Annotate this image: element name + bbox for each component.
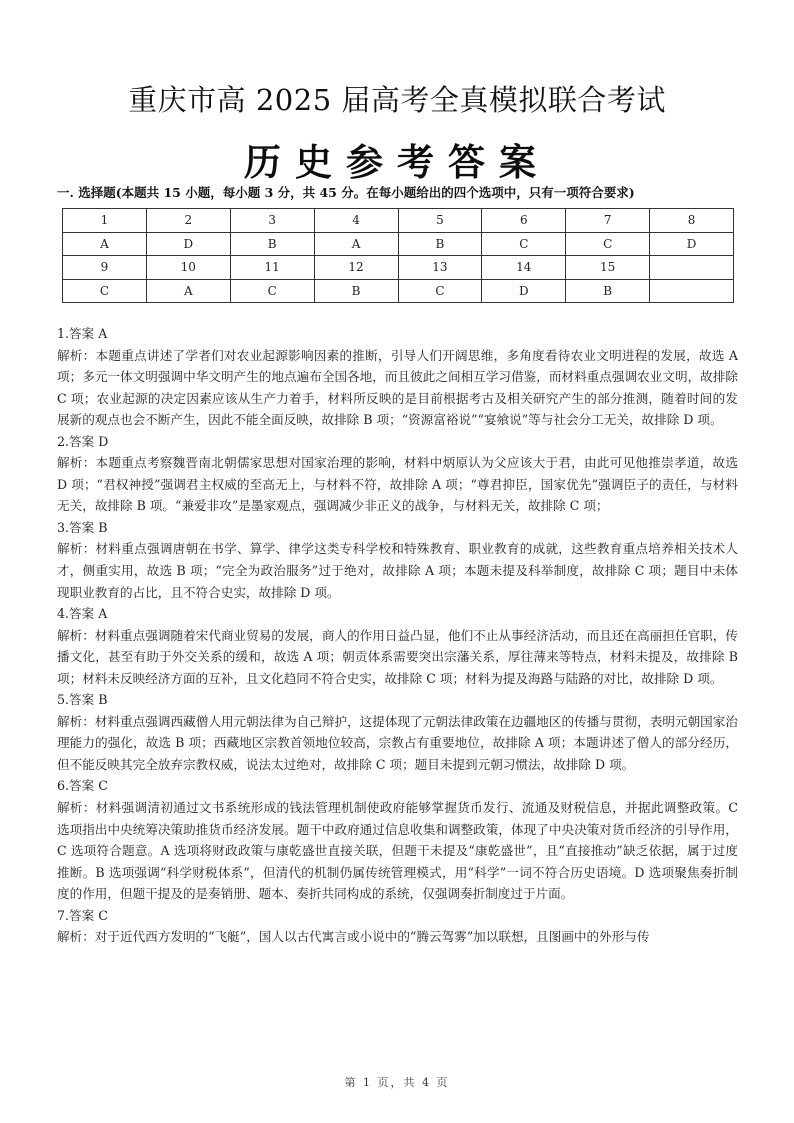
answer-cell: D [146, 232, 230, 256]
question-number-cell: 6 [482, 209, 566, 233]
question-number-cell: 13 [398, 256, 482, 280]
answer-cell: A [63, 232, 147, 256]
question-number-cell: 8 [650, 209, 734, 233]
explanation-7 [57, 905, 738, 948]
explanation-4 [57, 603, 738, 689]
answer-cell: B [398, 232, 482, 256]
analysis-text: 解析：材料重点强调西藏僧人用元朝法律为自己辩护，这提体现了元朝法律政策在边疆地区的传播与贯彻，表明元朝国家治理能力的强化，故选 B 项；西藏地区宗教首领地位较高，宗教占有重要地位，故排除 A 项；本题讲述了僧人的部分经历，但不能反映其完全放弃宗教权威，说法太过绝对，故排除 C 项；题目未提到元朝习惯法，故排除 D 项。 [57, 713, 738, 772]
question-number-cell: 4 [314, 209, 398, 233]
answer-cell: C [398, 279, 482, 303]
question-number-cell: 7 [566, 209, 650, 233]
question-number-cell: 12 [314, 256, 398, 280]
answer-table [62, 208, 734, 303]
explanation-1 [57, 323, 738, 431]
answer-cell: C [482, 232, 566, 256]
answer-cell: C [230, 279, 314, 303]
explanation-6 [57, 775, 738, 904]
question-number-cell: 14 [482, 256, 566, 280]
answer-line: 5.答案 B [57, 692, 108, 708]
document-title: 重庆市高 2025 届高考全真模拟联合考试 [128, 83, 666, 117]
analysis-text: 解析：对于近代西方发明的“飞艇”，国人以古代寓言或小说中的“腾云驾雾”加以联想，且图画中的外形与传 [57, 929, 650, 945]
answer-cell: B [314, 279, 398, 303]
answer-line: 6.答案 C [57, 778, 108, 794]
analysis-text: 解析：本题重点考察魏晋南北朝儒家思想对国家治理的影响，材料中炳原认为父应该大于君，由此可见他推崇孝道，故选 D 项；“君权神授”强调君主权威的至高无上，与材料不符，故排除 A 项；“尊君抑臣，国家优先”强调臣子的责任，与材料无关，故排除 B 项。“兼爱非攻”是墨家观点，强调减少非正义的战争，与材料无关，故排除 C 项； [57, 455, 738, 514]
analysis-text: 解析：材料强调清初通过文书系统形成的钱法管理机制使政府能够掌握货币发行、流通及财税信息，并据此调整政策。C 选项指出中央统筹决策助推货币经济发展。题干中政府通过信息收集和调整政策，体现了中央决策对货币经济的引导作用，C 选项符合题意。A 选项将财政政策与康乾盛世直接关联，但题干未提及“康乾盛世”，且“直接推动”缺乏依据，属于过度推断。B 选项强调“科学财税体系”，但清代的机制仍属传统管理模式，用“科学”一词不符合历史语境。D 选项聚焦奏折制度的作用，但题干提及的是奏销册、题本、奏折共同构成的系统，仅强调奏折制度过于片面。 [57, 800, 738, 902]
question-number-cell: 11 [230, 256, 314, 280]
question-number-cell: 5 [398, 209, 482, 233]
question-number-row [63, 209, 734, 233]
answer-cell: D [482, 279, 566, 303]
answer-cell: A [314, 232, 398, 256]
answer-line: 3.答案 B [57, 519, 108, 535]
answer-cell [650, 279, 734, 303]
question-number-cell: 2 [146, 209, 230, 233]
analysis-text: 解析：材料重点强调唐朝在书学、算学、律学这类专科学校和特殊教育、职业教育的成就，这些教育重点培养相关技术人才，侧重实用，故选 B 项；“完全为政治服务”过于绝对，故排除 A 项；本题未提及科举制度，故排除 C 项；题目中未体现职业教育的占比，且不符合史实，故排除 D 项。 [57, 541, 738, 600]
answer-cell: C [566, 232, 650, 256]
explanation-2 [57, 431, 738, 517]
explanations [57, 323, 738, 948]
document-subtitle: 历史参考答案 [244, 140, 550, 184]
section-heading: 一. 选择题(本题共 15 小题，每小题 3 分，共 45 分。在每小题给出的四个选项中，只有一项符合要求) [57, 185, 635, 200]
question-number-cell: 3 [230, 209, 314, 233]
answer-line: 4.答案 A [57, 606, 108, 622]
page-indicator: 第 1 页，共 4 页 [344, 1076, 450, 1089]
answer-cell: C [63, 279, 147, 303]
answer-row [63, 279, 734, 303]
question-number-cell: 10 [146, 256, 230, 280]
question-number-cell: 15 [566, 256, 650, 280]
question-number-cell: 1 [63, 209, 147, 233]
answer-cell: B [566, 279, 650, 303]
question-number-cell [650, 256, 734, 280]
answer-cell: B [230, 232, 314, 256]
answer-cell: A [146, 279, 230, 303]
analysis-text: 解析：材料重点强调随着宋代商业贸易的发展，商人的作用日益凸显，他们不止从事经济活动，而且还在高丽担任官职，传播文化，甚至有助于外交关系的缓和，故选 A 项；朝贡体系需要突出宗藩关系，厚往薄来等特点，材料未提及，故排除 B 项；材料未反映经济方面的互补，且文化趋同不符合史实，故排除 C 项；材料为提及海路与陆路的对比，故排除 D 项。 [57, 627, 738, 686]
answer-line: 2.答案 D [57, 433, 109, 449]
question-number-cell: 9 [63, 256, 147, 280]
analysis-text: 解析：本题重点讲述了学者们对农业起源影响因素的推断，引导人们开阔思维，多角度看待农业文明进程的发展，故选 A 项；多元一体文明强调中华文明产生的地点遍布全国各地，而且彼此之间相互学习借鉴，而材料重点强调农业文明，故排除 C 项；农业起源的决定因素应该从生产力着手，材料所反映的是目前根据考古及相关研究产生的部分推测，随着时间的发展新的观点也会不断产生，因此不能全面反映，故排除 B 项；“资源富裕说”“宴飨说”等与社会分工无关，故排除 D 项。 [57, 347, 738, 428]
explanation-3 [57, 517, 738, 603]
answer-cell: D [650, 232, 734, 256]
answer-row [63, 232, 734, 256]
question-number-row [63, 256, 734, 280]
answer-line: 1.答案 A [57, 326, 108, 341]
answer-line: 7.答案 C [57, 907, 108, 923]
explanation-5 [57, 689, 738, 775]
